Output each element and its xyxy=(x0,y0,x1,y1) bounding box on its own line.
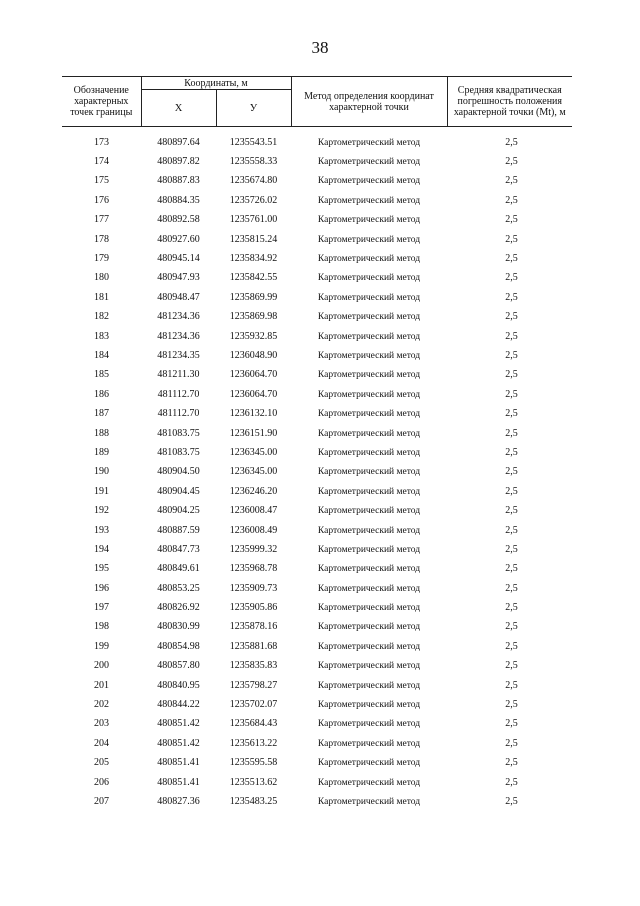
cell-error: 2,5 xyxy=(505,718,518,730)
cell-y: 1236151.90 xyxy=(229,427,278,439)
cell-error: 2,5 xyxy=(505,136,518,148)
cell-point: 189 xyxy=(94,446,109,458)
cell-error: 2,5 xyxy=(505,776,518,788)
cell-error: 2,5 xyxy=(505,621,518,633)
table-row xyxy=(62,501,572,520)
cell-x: 480897.64 xyxy=(157,136,200,148)
cell-point: 173 xyxy=(94,136,109,148)
cell-x: 481083.75 xyxy=(157,446,200,458)
cell-x: 481211.30 xyxy=(157,369,200,381)
cell-y: 1235869.98 xyxy=(229,311,278,323)
cell-error: 2,5 xyxy=(505,175,518,187)
table-row xyxy=(62,618,572,637)
table-body xyxy=(62,127,572,812)
table-row xyxy=(62,385,572,404)
cell-method: Картометрический метод xyxy=(317,137,421,148)
cell-error: 2,5 xyxy=(505,214,518,226)
cell-point: 186 xyxy=(94,388,109,400)
table-row xyxy=(62,676,572,695)
cell-error: 2,5 xyxy=(505,388,518,400)
cell-point: 181 xyxy=(94,291,109,303)
cell-error: 2,5 xyxy=(505,543,518,555)
table-row xyxy=(62,230,572,249)
cell-method: Картометрический метод xyxy=(317,273,421,284)
table-row xyxy=(62,424,572,443)
cell-x: 480904.45 xyxy=(157,485,200,497)
cell-method: Картометрический метод xyxy=(317,370,421,381)
cell-method: Картометрический метод xyxy=(317,215,421,226)
cell-point: 192 xyxy=(94,505,109,517)
cell-point: 188 xyxy=(94,427,109,439)
table-row xyxy=(62,172,572,191)
cell-x: 480827.36 xyxy=(157,795,200,807)
cell-y: 1235842.55 xyxy=(229,272,278,284)
cell-method: Картометрический метод xyxy=(317,176,421,187)
cell-method: Картометрический метод xyxy=(317,312,421,323)
cell-x: 480844.22 xyxy=(157,699,200,711)
cell-x: 480854.98 xyxy=(157,640,200,652)
cell-x: 480853.25 xyxy=(157,582,200,594)
cell-y: 1236008.47 xyxy=(229,505,278,517)
cell-x: 481234.36 xyxy=(157,311,200,323)
cell-y: 1235909.73 xyxy=(229,582,278,594)
cell-x: 481234.36 xyxy=(157,330,200,342)
cell-point: 178 xyxy=(94,233,109,245)
cell-method: Картометрический метод xyxy=(317,700,421,711)
cell-point: 182 xyxy=(94,311,109,323)
cell-y: 1236048.90 xyxy=(229,349,278,361)
cell-method: Картометрический метод xyxy=(317,796,421,807)
cell-x: 480927.60 xyxy=(157,233,200,245)
cell-point: 195 xyxy=(94,563,109,575)
cell-error: 2,5 xyxy=(505,640,518,652)
cell-error: 2,5 xyxy=(505,737,518,749)
cell-error: 2,5 xyxy=(505,485,518,497)
cell-y: 1236345.00 xyxy=(229,446,278,458)
cell-error: 2,5 xyxy=(505,795,518,807)
cell-y: 1235881.68 xyxy=(229,640,278,652)
cell-point: 200 xyxy=(94,660,109,672)
cell-method: Картометрический метод xyxy=(317,157,421,168)
table-row xyxy=(62,443,572,462)
table-row xyxy=(62,579,572,598)
cell-method: Картометрический метод xyxy=(317,680,421,691)
cell-error: 2,5 xyxy=(505,524,518,536)
cell-y: 1235999.32 xyxy=(229,543,278,555)
cell-point: 183 xyxy=(94,330,109,342)
cell-x: 480884.35 xyxy=(157,194,200,206)
cell-y: 1235835.83 xyxy=(229,660,278,672)
cell-y: 1236008.49 xyxy=(229,524,278,536)
header-y: У xyxy=(216,90,291,127)
cell-y: 1236246.20 xyxy=(229,485,278,497)
cell-method: Картометрический метод xyxy=(317,758,421,769)
cell-method: Картометрический метод xyxy=(317,564,421,575)
cell-x: 480847.73 xyxy=(157,543,200,555)
cell-y: 1235513.62 xyxy=(229,776,278,788)
table-row xyxy=(62,540,572,559)
header-mean-square-error: Средняя квадратическая погрешность положения характерной точки (Mt), м xyxy=(447,77,572,127)
cell-point: 190 xyxy=(94,466,109,478)
table-row xyxy=(62,404,572,423)
table-row xyxy=(62,288,572,307)
cell-y: 1235815.24 xyxy=(229,233,278,245)
header-x: X xyxy=(141,90,216,127)
cell-method: Картометрический метод xyxy=(317,292,421,303)
cell-x: 480904.25 xyxy=(157,505,200,517)
table-row xyxy=(62,637,572,656)
cell-y: 1235595.58 xyxy=(229,757,278,769)
cell-y: 1236064.70 xyxy=(229,388,278,400)
cell-x: 480830.99 xyxy=(157,621,200,633)
cell-y: 1235726.02 xyxy=(229,194,278,206)
cell-error: 2,5 xyxy=(505,253,518,265)
cell-x: 480897.82 xyxy=(157,156,200,168)
cell-x: 480851.42 xyxy=(157,737,200,749)
table-row xyxy=(62,657,572,676)
cell-point: 201 xyxy=(94,679,109,691)
cell-y: 1235905.86 xyxy=(229,602,278,614)
cell-point: 187 xyxy=(94,408,109,420)
cell-y: 1235613.22 xyxy=(229,737,278,749)
cell-method: Картометрический метод xyxy=(317,350,421,361)
cell-x: 481112.70 xyxy=(157,408,200,420)
cell-error: 2,5 xyxy=(505,291,518,303)
cell-y: 1235558.33 xyxy=(229,156,278,168)
cell-error: 2,5 xyxy=(505,233,518,245)
table-row xyxy=(62,773,572,792)
cell-error: 2,5 xyxy=(505,272,518,284)
cell-y: 1235543.51 xyxy=(229,136,278,148)
cell-error: 2,5 xyxy=(505,194,518,206)
cell-y: 1236132.10 xyxy=(229,408,278,420)
cell-y: 1235702.07 xyxy=(229,699,278,711)
header-coordinates: Координаты, м xyxy=(141,77,291,90)
cell-method: Картометрический метод xyxy=(317,409,421,420)
cell-y: 1235834.92 xyxy=(229,253,278,265)
cell-error: 2,5 xyxy=(505,582,518,594)
cell-method: Картометрический метод xyxy=(317,195,421,206)
cell-error: 2,5 xyxy=(505,311,518,323)
cell-x: 480840.95 xyxy=(157,679,200,691)
table-row xyxy=(62,521,572,540)
table-row xyxy=(62,560,572,579)
cell-method: Картометрический метод xyxy=(317,467,421,478)
table-row xyxy=(62,754,572,773)
cell-error: 2,5 xyxy=(505,699,518,711)
table-row xyxy=(62,308,572,327)
cell-method: Картометрический метод xyxy=(317,622,421,633)
table-row xyxy=(62,133,572,152)
cell-point: 202 xyxy=(94,699,109,711)
cell-x: 481112.70 xyxy=(157,388,200,400)
cell-method: Картометрический метод xyxy=(317,447,421,458)
cell-error: 2,5 xyxy=(505,466,518,478)
cell-error: 2,5 xyxy=(505,330,518,342)
cell-y: 1236064.70 xyxy=(229,369,278,381)
cell-method: Картометрический метод xyxy=(317,254,421,265)
cell-error: 2,5 xyxy=(505,679,518,691)
cell-method: Картометрический метод xyxy=(317,389,421,400)
cell-x: 481234.35 xyxy=(157,349,200,361)
cell-point: 193 xyxy=(94,524,109,536)
cell-method: Картометрический метод xyxy=(317,641,421,652)
page-number: 38 xyxy=(311,38,329,57)
cell-error: 2,5 xyxy=(505,602,518,614)
table-row xyxy=(62,249,572,268)
cell-method: Картометрический метод xyxy=(317,331,421,342)
cell-point: 175 xyxy=(94,175,109,187)
cell-error: 2,5 xyxy=(505,757,518,769)
cell-point: 203 xyxy=(94,718,109,730)
cell-point: 198 xyxy=(94,621,109,633)
cell-x: 480851.41 xyxy=(157,776,200,788)
cell-x: 480857.80 xyxy=(157,660,200,672)
cell-y: 1235968.78 xyxy=(229,563,278,575)
table-row xyxy=(62,734,572,753)
cell-method: Картометрический метод xyxy=(317,544,421,555)
cell-method: Картометрический метод xyxy=(317,603,421,614)
cell-method: Картометрический метод xyxy=(317,738,421,749)
cell-point: 184 xyxy=(94,349,109,361)
table-row xyxy=(62,792,572,811)
cell-point: 205 xyxy=(94,757,109,769)
cell-x: 480849.61 xyxy=(157,563,200,575)
cell-x: 480887.83 xyxy=(157,175,200,187)
cell-point: 180 xyxy=(94,272,109,284)
cell-point: 207 xyxy=(94,795,109,807)
cell-point: 206 xyxy=(94,776,109,788)
cell-error: 2,5 xyxy=(505,427,518,439)
cell-y: 1235798.27 xyxy=(229,679,278,691)
cell-error: 2,5 xyxy=(505,563,518,575)
cell-y: 1236345.00 xyxy=(229,466,278,478)
cell-method: Картометрический метод xyxy=(317,486,421,497)
cell-x: 480948.47 xyxy=(157,291,200,303)
cell-y: 1235932.85 xyxy=(229,330,278,342)
cell-y: 1235869.99 xyxy=(229,291,278,303)
cell-point: 176 xyxy=(94,194,109,206)
cell-x: 480904.50 xyxy=(157,466,200,478)
cell-x: 480892.58 xyxy=(157,214,200,226)
cell-method: Картометрический метод xyxy=(317,719,421,730)
cell-method: Картометрический метод xyxy=(317,234,421,245)
cell-method: Картометрический метод xyxy=(317,525,421,536)
cell-x: 480947.93 xyxy=(157,272,200,284)
cell-x: 480887.59 xyxy=(157,524,200,536)
cell-point: 185 xyxy=(94,369,109,381)
cell-point: 179 xyxy=(94,253,109,265)
table-row xyxy=(62,269,572,288)
table-row xyxy=(62,211,572,230)
cell-point: 199 xyxy=(94,640,109,652)
table-row xyxy=(62,346,572,365)
table-row xyxy=(62,327,572,346)
table-row xyxy=(62,695,572,714)
cell-method: Картометрический метод xyxy=(317,583,421,594)
cell-error: 2,5 xyxy=(505,505,518,517)
cell-point: 197 xyxy=(94,602,109,614)
cell-error: 2,5 xyxy=(505,369,518,381)
cell-point: 194 xyxy=(94,543,109,555)
cell-method: Картометрический метод xyxy=(317,428,421,439)
table-row xyxy=(62,463,572,482)
cell-x: 480826.92 xyxy=(157,602,200,614)
cell-y: 1235684.43 xyxy=(229,718,278,730)
table-row xyxy=(62,191,572,210)
coordinates-table xyxy=(62,76,572,812)
cell-y: 1235878.16 xyxy=(229,621,278,633)
header-method: Метод определения координат характерной точки xyxy=(291,77,447,127)
cell-x: 480945.14 xyxy=(157,253,200,265)
cell-error: 2,5 xyxy=(505,446,518,458)
cell-point: 196 xyxy=(94,582,109,594)
cell-y: 1235674.80 xyxy=(229,175,278,187)
cell-error: 2,5 xyxy=(505,349,518,361)
table-header xyxy=(62,77,572,127)
cell-y: 1235761.00 xyxy=(229,214,278,226)
header-point-designation: Обозначение характерных точек границы xyxy=(62,77,141,127)
table-row xyxy=(62,366,572,385)
table-row xyxy=(62,482,572,501)
cell-point: 174 xyxy=(94,156,109,168)
table-row xyxy=(62,598,572,617)
cell-method: Картометрический метод xyxy=(317,506,421,517)
cell-error: 2,5 xyxy=(505,660,518,672)
cell-method: Картометрический метод xyxy=(317,777,421,788)
cell-y: 1235483.25 xyxy=(229,795,278,807)
cell-error: 2,5 xyxy=(505,156,518,168)
cell-point: 191 xyxy=(94,485,109,497)
table-row xyxy=(62,715,572,734)
cell-x: 480851.42 xyxy=(157,718,200,730)
cell-point: 177 xyxy=(94,214,109,226)
cell-point: 204 xyxy=(94,737,109,749)
cell-error: 2,5 xyxy=(505,408,518,420)
table-row xyxy=(62,152,572,171)
cell-method: Картометрический метод xyxy=(317,661,421,672)
cell-x: 481083.75 xyxy=(157,427,200,439)
cell-x: 480851.41 xyxy=(157,757,200,769)
